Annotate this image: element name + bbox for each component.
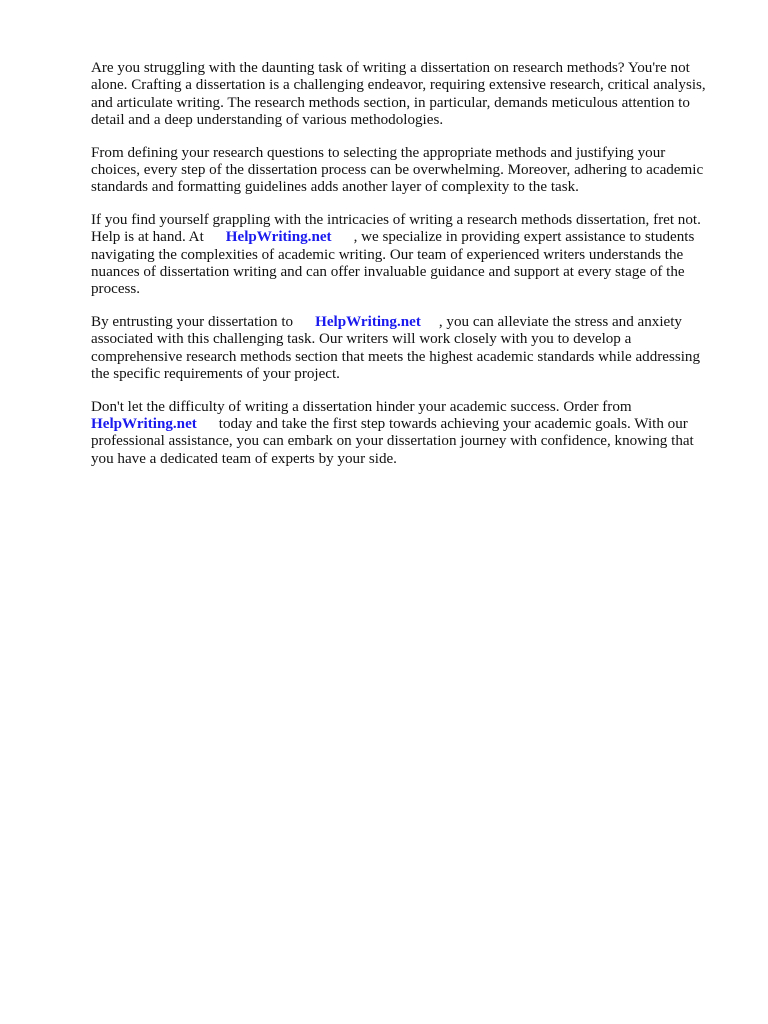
helpwriting-link[interactable]: HelpWriting.net — [315, 313, 421, 330]
paragraph-entrust-text-after: , you can alleviate the stress and anxiety associated with this challenging task. Our writers will work closely with you to develop a comprehensive research methods section that meets the highest academic standards while addressing the specific requirements of your project. — [91, 313, 700, 383]
paragraph-overwhelming: From defining your research questions to selecting the appropriate methods and justifying your choices, every step of the dissertation process can be overwhelming. Moreover, adhering to academic standards and formatting guidelines adds another layer of complexity to the task. — [91, 144, 704, 196]
paragraph-order-text-after: today and take the first step towards achieving your academic goals. With our professional assistance, you can embark on your dissertation journey with confidence, knowing that you have a dedicated team of experts by your side. — [91, 415, 694, 467]
paragraph-entrust — [91, 314, 731, 384]
paragraph-help — [91, 212, 731, 299]
helpwriting-link[interactable]: HelpWriting.net — [91, 415, 197, 432]
document-body — [91, 60, 731, 483]
paragraph-intro: Are you struggling with the daunting task of writing a dissertation on research methods? You're not alone. Crafting a dissertation is a challenging endeavor, requiring extensive research, critical analysis, and articulate writing. The research methods section, in particular, demands meticulous attention to detail and a deep understanding of various methodologies. — [91, 60, 706, 129]
paragraph-entrust-text-before: By entrusting your dissertation to — [91, 313, 294, 330]
paragraph-help-text-after: , we specialize in providing expert assistance to students navigating the complexities of academic writing. Our team of experienced writers understands the nuances of dissertation writing and can offer invaluable guidance and support at every stage of the process. — [91, 229, 695, 298]
paragraph-order — [91, 399, 731, 469]
helpwriting-link[interactable]: HelpWriting.net — [225, 229, 332, 246]
paragraph-order-text-before: Don't let the difficulty of writing a dissertation hinder your academic success. Order from — [91, 398, 632, 415]
paragraph-help-text-before: If you find yourself grappling with the intricacies of writing a research methods dissertation, fret not. Help is at hand. At — [91, 211, 701, 246]
